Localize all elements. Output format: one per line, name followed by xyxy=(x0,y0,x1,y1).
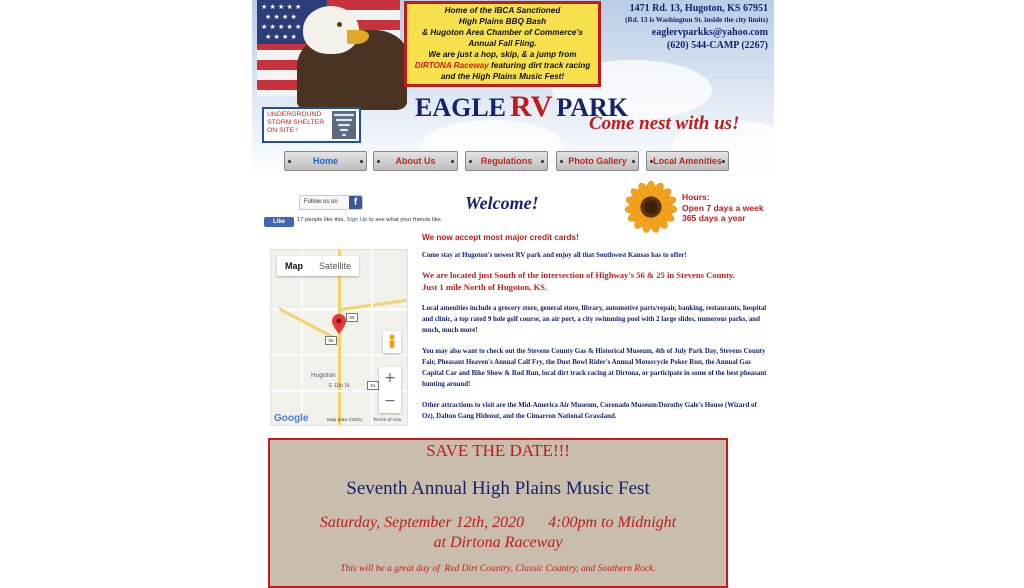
fest-title: Seventh Annual High Plains Music Fest xyxy=(346,478,650,499)
title-rv: RV xyxy=(510,90,553,123)
location-line: We are located just South of the intersection of Highway's 56 & 25 in Stevens County. xyxy=(422,270,736,280)
tagline: Come nest with us! xyxy=(589,113,740,134)
satellite-tab[interactable]: Satellite xyxy=(319,261,352,271)
storm-shelter-text xyxy=(267,111,324,135)
credit-card-notice: We now accept most major credit cards! xyxy=(422,233,579,242)
hours-title: Hours: xyxy=(682,192,710,202)
promo-line: We are just a hop, skip, & a jump from xyxy=(428,50,577,59)
promo-line: and the High Plains Music Fest! xyxy=(440,72,565,81)
nav-about-us[interactable]: About Us xyxy=(373,151,458,171)
zoom-controls xyxy=(379,367,401,413)
fest-date xyxy=(270,513,726,553)
intro-text: Come stay at Hugoton's newest RV park and enjoy all that Southwest Kansas has to offer! xyxy=(422,252,687,259)
map-type-toggle xyxy=(277,256,359,276)
like-count-text xyxy=(297,217,442,223)
sunflower-image xyxy=(623,180,679,234)
fest-date-line: Saturday, September 12th, 2020 4:00pm to Midnight xyxy=(319,514,677,531)
storm-line: STORM SHELTER xyxy=(267,119,325,126)
phone-number: (620) 544-CAMP (2267) xyxy=(666,40,768,51)
location-line: Just 1 mile North of Hugoton, KS. xyxy=(422,282,548,292)
google-map[interactable] xyxy=(270,249,408,426)
promo-box xyxy=(404,1,601,87)
address-note: (Rd. 13 is Washington St. inside the city limits) xyxy=(625,16,768,24)
map-footer xyxy=(271,413,407,425)
title-eagle: EAGLE xyxy=(415,93,507,122)
contact-info xyxy=(625,2,768,52)
save-the-date-title: SAVE THE DATE!!! xyxy=(426,441,570,460)
nav-home[interactable]: Home xyxy=(284,151,367,171)
street-view-pegman-icon[interactable] xyxy=(383,331,401,353)
nav-photo-gallery[interactable]: Photo Gallery xyxy=(556,151,639,171)
main-content xyxy=(422,233,768,422)
town-label: Hugoton xyxy=(311,372,336,379)
like-label: Like xyxy=(272,219,285,225)
street-label: E 11th St xyxy=(329,383,350,389)
map-pin-icon[interactable] xyxy=(332,314,346,334)
email-link[interactable]: eaglervparkks@yahoo.com xyxy=(651,27,768,38)
zoom-in-button[interactable]: + xyxy=(384,370,396,386)
attractions-text: Other attractions to visit are the Mid-America Air Museum, Coronado Museum/Dorothy Gale's House (Wizard of Oz), Dalton Gang Hideout, and the Cimarron National Grassland. xyxy=(422,402,757,420)
hours-line: Open 7 days a week xyxy=(682,202,764,213)
route-56-shield: 56 xyxy=(325,336,337,345)
follow-label: Follow us on xyxy=(304,199,338,205)
promo-line: & Hugoton Area Chamber of Commerce's xyxy=(422,28,583,37)
storm-line: UNDERGROUND xyxy=(267,111,322,118)
hours-line: 365 days a year xyxy=(682,213,746,223)
dirtona-link[interactable]: DIRTONA Raceway xyxy=(414,61,489,70)
amenities-text: Local amenities include a grocery store, general store, library, automotive parts/repair, banking, restaurants, hospital and clinic, a top rated 9 hole golf course, an air port, a city swimming pool with 2 large slides, numerous parks, and much, much more! xyxy=(422,305,767,334)
fest-note: This will be a great day of Red Dirt Country, Classic Country, and Southern Rock. xyxy=(340,564,656,574)
facebook-follow-button[interactable] xyxy=(299,195,363,210)
route-56-shield: 56 xyxy=(346,313,358,322)
promo-line: High Plains BBQ Bash xyxy=(458,17,547,26)
save-the-date-box xyxy=(268,438,728,588)
signup-after-text: to see what your friends like. xyxy=(367,217,443,223)
promo-line xyxy=(407,60,598,71)
zoom-out-button[interactable]: − xyxy=(384,393,396,409)
promo-line: Annual Fall Fling. xyxy=(468,39,537,48)
hours-block xyxy=(682,192,764,224)
facebook-icon: f xyxy=(349,196,362,209)
nav-regulations[interactable]: Regulations xyxy=(465,151,548,171)
promo-text: featuring dirt track racing xyxy=(488,61,591,70)
eagle-flag-photo: ★ ★ ★ ★ ★ ★ ★ ★ ★ ★ ★ ★ ★ ★ ★ ★ ★ ★ xyxy=(257,0,400,96)
storm-line: ON SITE ! xyxy=(267,127,298,134)
promo-line: Home of the IBCA Sanctioned xyxy=(444,6,561,15)
fest-venue-line: at Dirtona Raceway xyxy=(433,534,563,551)
tornado-icon xyxy=(332,111,356,139)
nav-local-amenities[interactable]: Local Amenities xyxy=(646,151,729,171)
map-road xyxy=(371,250,373,425)
address: 1471 Rd. 13, Hugoton, KS 67951 xyxy=(629,3,768,14)
facebook-like-widget xyxy=(264,216,443,228)
storm-shelter-badge xyxy=(262,107,361,143)
map-tab[interactable]: Map xyxy=(285,261,303,271)
route-51-shield: 51 xyxy=(367,381,379,390)
map-road xyxy=(301,250,303,425)
terms-link[interactable]: Terms of Use xyxy=(373,418,402,423)
welcome-heading: Welcome! xyxy=(465,193,539,213)
signup-link[interactable]: Sign Up xyxy=(346,217,368,223)
map-data-credit: Map data ©2021 xyxy=(327,418,363,423)
google-logo: Google xyxy=(274,413,309,424)
like-button[interactable] xyxy=(264,217,294,227)
title-park: PARK xyxy=(556,93,629,122)
like-count: 17 people like this. xyxy=(297,217,346,223)
events-text: You may also want to check out the Stevens County Gas & Historical Museum, 4th of July Park Day, Stevens County Fair, Pheasant Heaven's Annual Calf Fry, the Dust Bowl Rider's Annual Motorcycle Poker Run, the Annual Gas Capital Car and Bike Show & Rod Run, local dirt track racing at Dirtona, or participate in some of the best pheasant hunting around! xyxy=(422,348,767,388)
